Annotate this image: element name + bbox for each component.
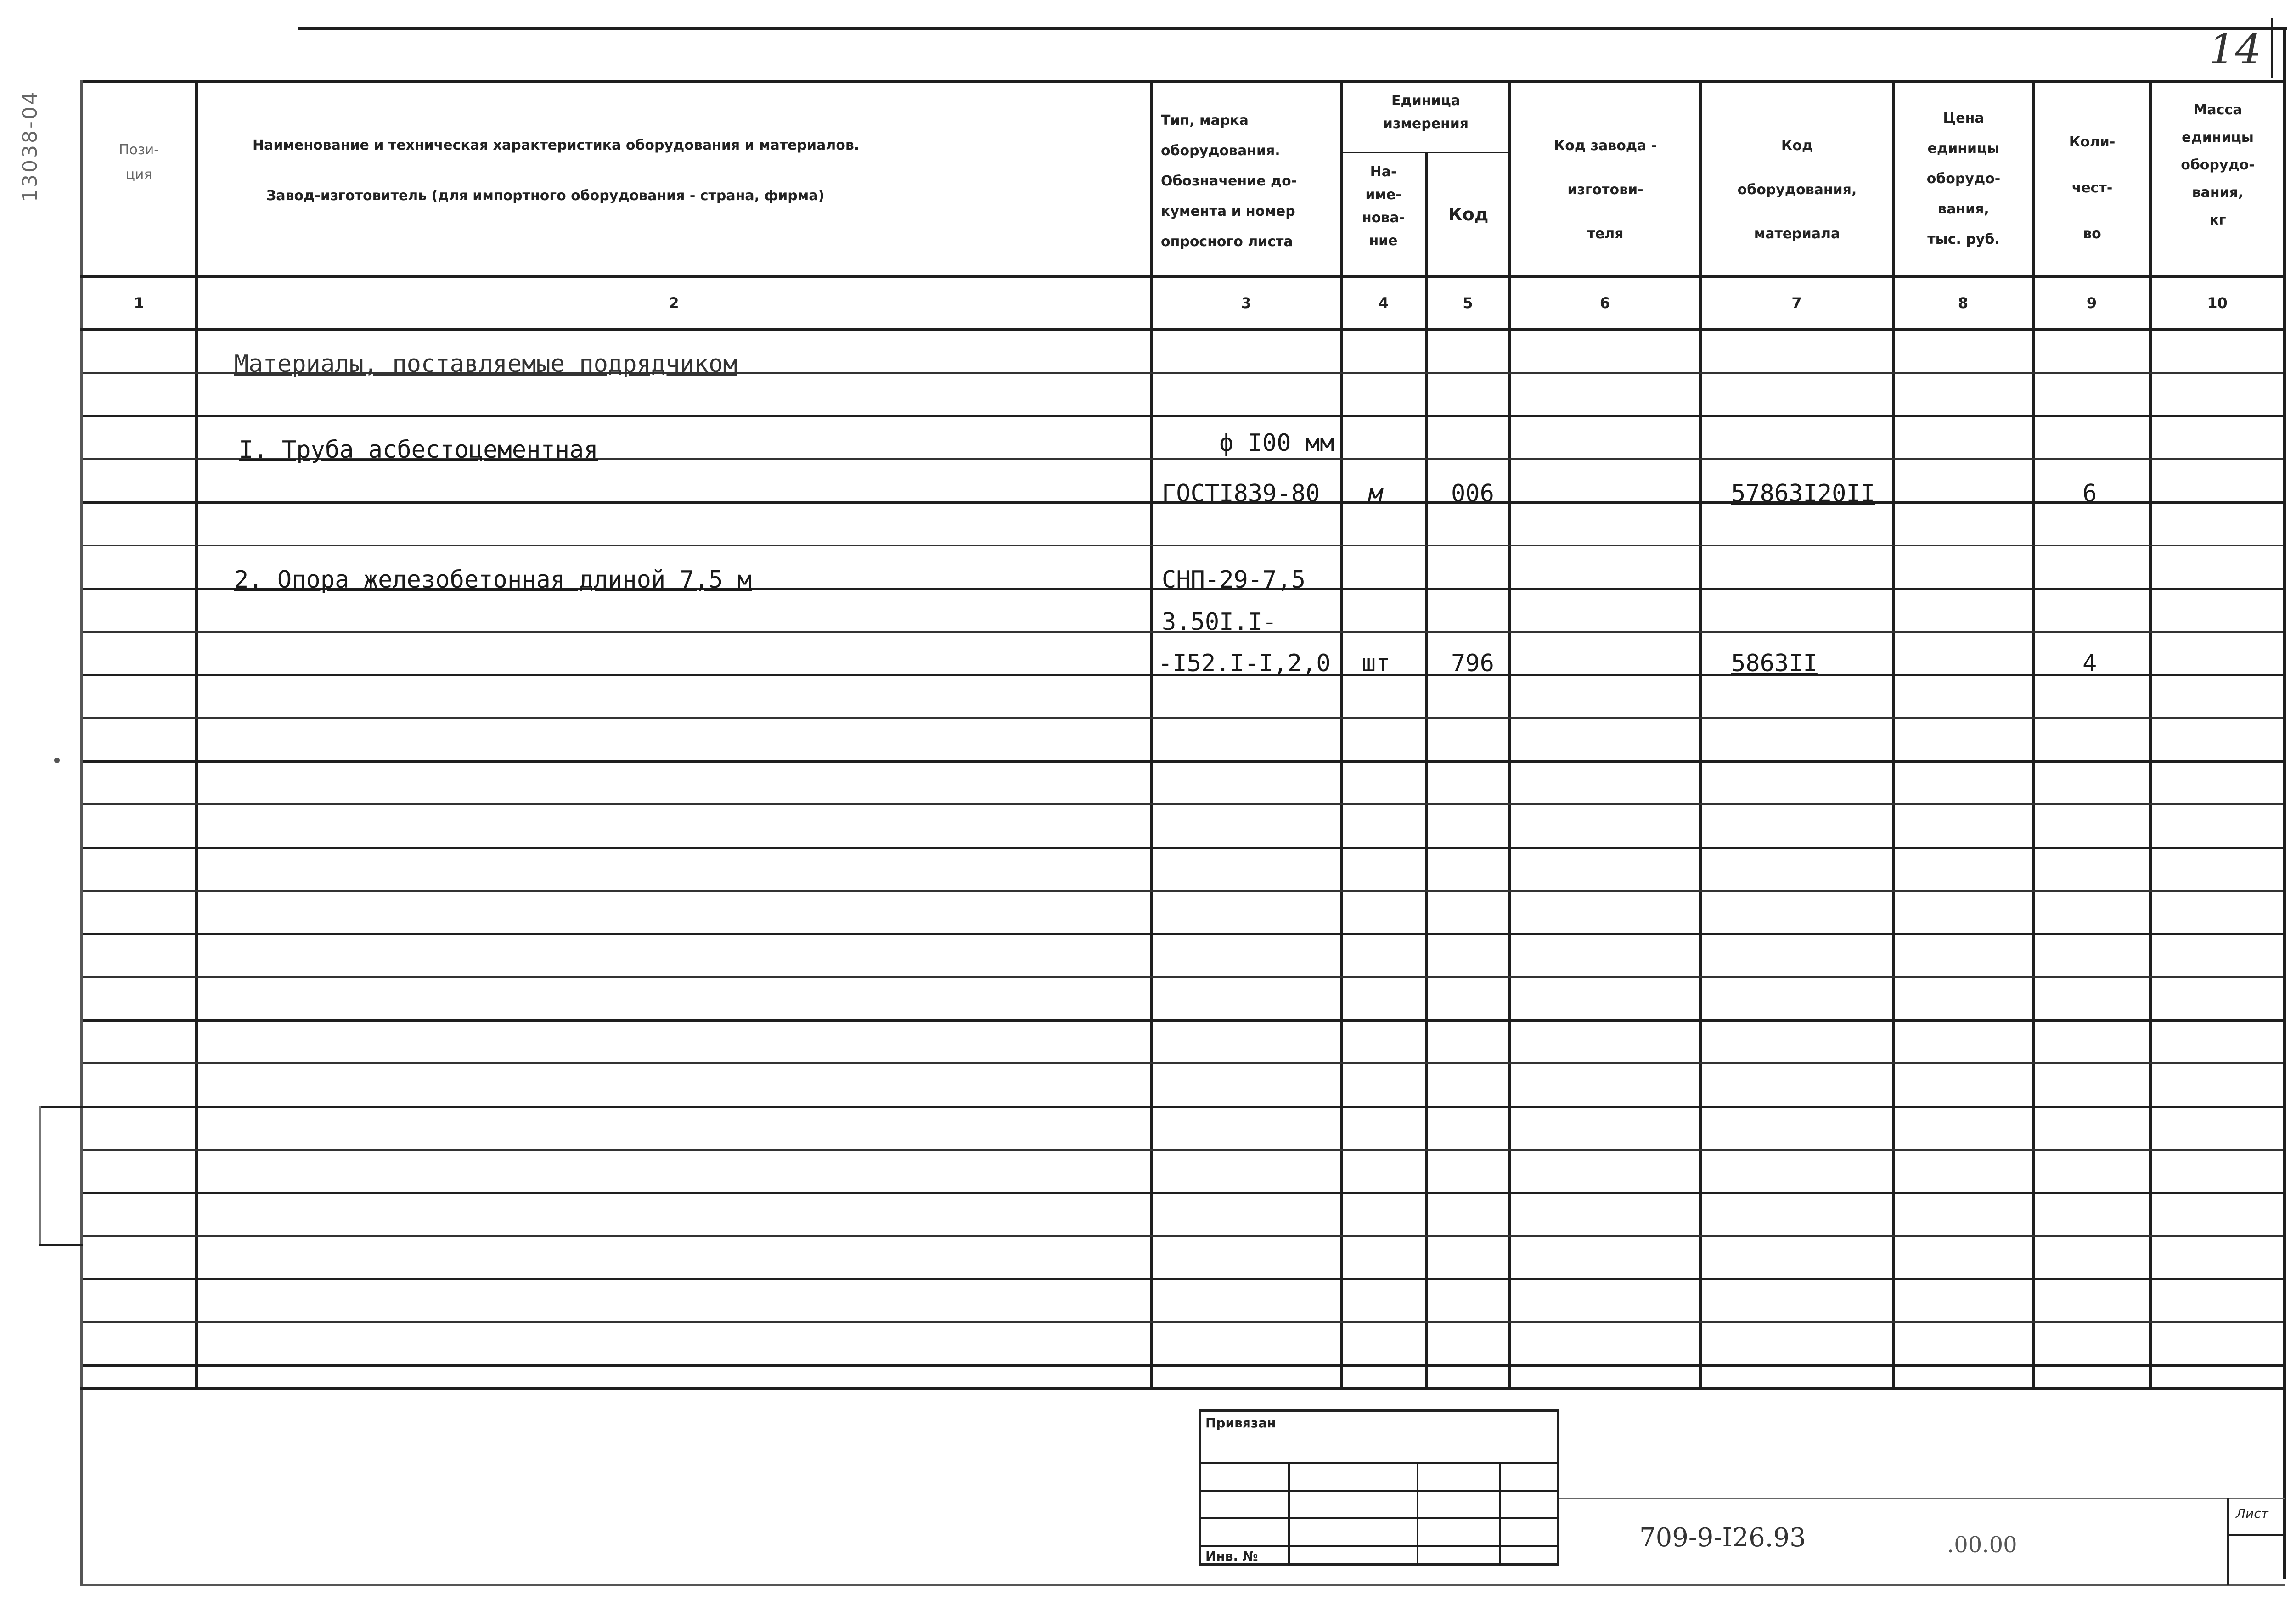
item1-quantity: 6 [2082,480,2097,507]
stamp-divider-3 [1499,1462,1501,1566]
table-row-rule [83,1149,2283,1151]
item1-code: 006 [1451,480,1494,507]
sheet-box [2227,1498,2285,1585]
col-divider-4 [1425,152,1428,1389]
colnum-4: 4 [1378,294,1389,312]
margin-mark-3 [39,1106,41,1244]
header-equipment-code: Код оборудования, материала [1737,138,1857,242]
stamp-rule-4 [1201,1545,1559,1547]
table-bottom-rule [80,1387,2285,1390]
attached-label: Привязан [1205,1415,1276,1431]
stamp-divider-2 [1417,1462,1418,1566]
header-name-line1: Наименование и техническая характеристика оборудования и материалов. [253,137,860,153]
table-row-rule [83,717,2283,719]
colnum-10: 10 [2207,294,2228,312]
margin-dot [54,758,60,763]
table-row-rule [83,890,2283,892]
colnum-9: 9 [2086,294,2097,312]
item1-unit: м [1368,480,1383,507]
colnum-7: 7 [1791,294,1802,312]
stamp-divider-1 [1288,1462,1290,1566]
colnum-bottom-rule [80,328,2285,331]
sheet-number: 14 [2209,25,2262,73]
table-row-rule [83,1235,2283,1237]
table-row-rule [83,847,2283,849]
document-code: 709-9-I26.93 [1639,1523,1806,1553]
header-manufacturer-code: Код завода - изготови- теля [1553,138,1657,242]
table-row-rule [83,803,2283,805]
frame-right-border [2283,28,2286,1579]
table-row-rule [83,1106,2283,1108]
item2-type-a: СНП-29-7,5 [1162,566,1306,594]
colnum-2: 2 [669,294,679,312]
header-type: Тип, марка оборудования. Обозначение до- кумента и номер опросного листа [1161,112,1297,250]
table-row-rule [83,976,2283,978]
table-row-rule [83,1019,2283,1022]
unit-group-rule [1340,152,1510,153]
table-row-rule [83,1321,2283,1323]
margin-mark-2 [39,1244,83,1246]
item1-name: I. Труба асбестоцементная [239,436,598,464]
item2-material-code: 5863II [1731,650,1818,677]
table-top-border [80,80,2285,83]
attachment-stamp [1199,1409,1559,1566]
sheet-box-rule [2229,1534,2285,1536]
header-unit-code: Код [1448,204,1489,225]
item1-material-code: 57863I20II [1731,480,1875,507]
stamp-rule-3 [1201,1517,1559,1519]
section-title: Материалы, поставляемые подрядчиком [234,350,737,378]
table-row-rule [83,1062,2283,1064]
table-row-rule [83,545,2283,546]
stamp-rule-2 [1201,1490,1559,1492]
colnum-5: 5 [1463,294,1473,312]
header-name-line2: Завод-изготовитель (для импортного оборудования - страна, фирма) [266,188,825,204]
item1-type-b: ГОСТI839-80 [1162,480,1320,507]
item2-code: 796 [1451,650,1494,677]
colnum-6: 6 [1599,294,1610,312]
margin-mark-1 [39,1106,83,1108]
frame-bottom-border [80,1584,2285,1586]
colnum-3: 3 [1241,294,1252,312]
header-position: Пози- ция [118,142,159,183]
table-row-rule [83,415,2283,417]
header-unit-price: Цена единицы оборудо- вания, тыс. руб. [1926,110,2001,247]
header-unit-mass: Масса единицы оборудо- вания, кг [2181,102,2255,228]
header-bottom-rule [80,275,2285,278]
item2-type-c: -I52.I-I,2,0 [1158,650,1331,677]
header-unit-group: Единица измерения [1383,93,1469,132]
header-quantity: Коли- чест- во [2069,134,2116,242]
colnum-1: 1 [134,294,144,312]
document-code-suffix: .00.00 [1947,1532,2017,1558]
header-unit-name: На- име- нова- ние [1362,164,1405,249]
colnum-8: 8 [1958,294,1969,312]
table-row-rule [83,1364,2283,1367]
item2-type-b: 3.50I.I- [1162,608,1277,636]
top-rule [298,27,2287,30]
item2-name: 2. Опора железобетонная длиной 7,5 м [234,566,752,594]
item1-type-a: ϕ I00 мм [1219,429,1334,457]
item2-unit: шт [1362,650,1390,677]
title-block-rule [1559,1498,2285,1499]
table-row-rule [83,933,2283,935]
side-stamp: 13038-04 [18,90,42,202]
sheet-number-divider [2271,18,2273,78]
sheet-label: Лист [2236,1506,2268,1521]
table-row-rule [83,1278,2283,1280]
inventory-number-label: Инв. № [1205,1549,1258,1564]
stamp-rule-1 [1201,1462,1559,1464]
table-row-rule [83,760,2283,763]
table-row-rule [83,1192,2283,1194]
item2-quantity: 4 [2082,650,2097,677]
